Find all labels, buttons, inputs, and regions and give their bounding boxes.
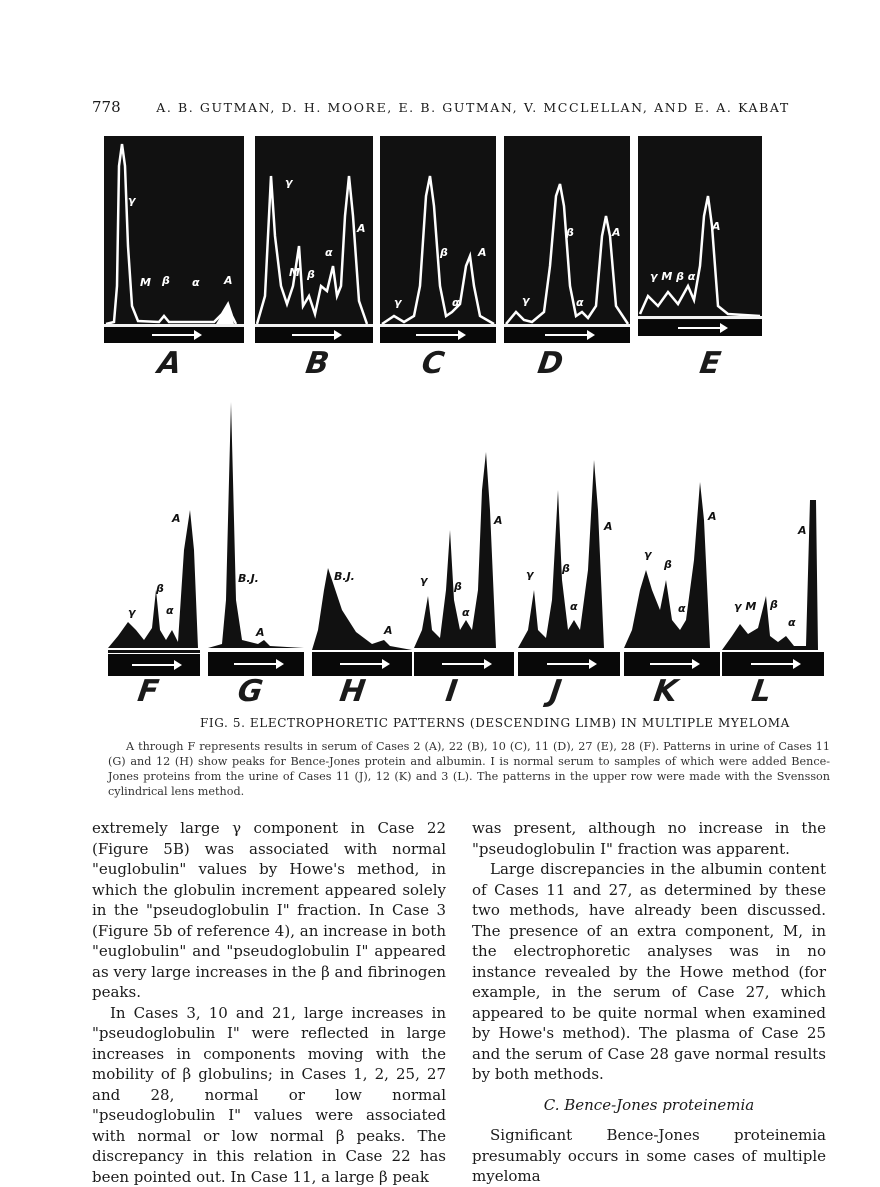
arrow-bar (638, 320, 762, 336)
direction-arrow (751, 663, 795, 665)
peak-label: α (166, 604, 174, 617)
pattern-curve (312, 560, 412, 652)
panel-a (104, 136, 244, 343)
peak-label: A (708, 510, 717, 523)
peak-label: M (140, 276, 151, 289)
peak-label: A (604, 520, 613, 533)
pattern-curve (380, 136, 496, 343)
panel-letter-l: L (750, 674, 774, 709)
peak-label: B.J. (238, 572, 259, 585)
peak-label: γ (522, 294, 530, 307)
panel-letter-e: E (698, 346, 723, 381)
direction-arrow (152, 334, 196, 336)
arrow-bar (255, 327, 373, 343)
panel-c (380, 136, 496, 343)
peak-label: γ (420, 574, 428, 587)
peak-label: γ (128, 194, 136, 207)
direction-arrow (416, 334, 460, 336)
peak-label: γ (285, 176, 293, 189)
pattern-curve (208, 400, 304, 650)
panel-letter-i: I (444, 674, 460, 709)
paragraph: Large discrepancies in the albumin content of Cases 11 and 27, as determined by these two methods, have already been discussed. The presence of an extra component, M, in the electrophoretic analyses was in no instance revealed by the Howe method (for example, in the serum of Case 27, which appeared to be quite normal when examined by Howe's method). The plasma of Case 25 and the serum of Case 28 gave normal results by both methods. (472, 859, 826, 1085)
pattern-curve (722, 496, 824, 652)
pattern-curve (104, 136, 244, 343)
peak-label: α (570, 600, 578, 613)
peak-label: β (307, 268, 315, 281)
peak-label: α (452, 296, 460, 309)
panel-letter-d: D (536, 346, 566, 381)
pattern-curve (624, 480, 720, 650)
panel-letter-c: C (420, 346, 447, 381)
running-header (92, 98, 792, 116)
arrow-bar (414, 652, 514, 676)
panel-letter-f: F (136, 674, 161, 709)
peak-label: β (162, 274, 170, 287)
peak-label: γ (644, 548, 652, 561)
panel-d (504, 136, 630, 343)
peak-label: γ M β α (650, 270, 695, 283)
baseline (638, 316, 762, 319)
peak-label: A (357, 222, 366, 235)
peak-label: A (384, 624, 393, 637)
peak-label: A (256, 626, 265, 639)
peak-label: A (172, 512, 181, 525)
panel-b (255, 136, 373, 343)
peak-label: B.J. (334, 570, 355, 583)
paragraph: extremely large γ component in Case 22 (Figure 5B) was associated with normal "euglobulin" values by Howe's method, in which the globulin increment appeared solely in the "pseudoglobulin I" fraction. In Case 3 (Figure 5b of reference 4), an increase in both "euglobulin" and "pseudoglobulin I" appeared as very large increases in the β and fibrinogen peaks. (92, 818, 446, 1003)
direction-arrow (545, 334, 589, 336)
peak-label: α (462, 606, 470, 619)
direction-arrow (547, 663, 591, 665)
direction-arrow (292, 334, 336, 336)
peak-label: β (440, 246, 448, 259)
direction-arrow (234, 663, 278, 665)
peak-label: α (576, 296, 584, 309)
peak-label: A (798, 524, 807, 537)
paragraph: Significant Bence-Jones proteinemia presumably occurs in some cases of multiple myeloma (472, 1125, 826, 1187)
pattern-curve (518, 450, 620, 650)
pattern-curve (504, 136, 630, 343)
panel-letter-g: G (236, 674, 266, 709)
peak-label: β (156, 582, 164, 595)
peak-label: A (612, 226, 621, 239)
direction-arrow (442, 663, 486, 665)
peak-label: γ (394, 296, 402, 309)
page-number: 778 (92, 98, 121, 116)
peak-label: A (478, 246, 487, 259)
panel-f (108, 490, 200, 676)
peak-label: α (192, 276, 200, 289)
arrow-bar (108, 654, 200, 676)
peak-label: γ M (734, 600, 756, 613)
arrow-bar (518, 652, 620, 676)
pattern-curve (255, 136, 373, 343)
right-column (472, 818, 826, 1187)
left-column (92, 818, 446, 1187)
arrow-bar (624, 652, 720, 676)
panel-letter-j: J (548, 674, 564, 709)
arrow-bar (312, 652, 412, 676)
pattern-curve (108, 490, 200, 650)
arrow-bar (722, 652, 824, 676)
arrow-bar (380, 327, 496, 343)
direction-arrow (132, 664, 176, 666)
peak-label: β (770, 598, 778, 611)
paragraph: In Cases 3, 10 and 21, large increases in "pseudoglobulin I" were reflected in large increases in components moving with the mobility of β globulins; in Cases 1, 2, 25, 27 and 28, normal or low normal "pseudoglobulin I" values were associated with normal or low normal β peaks. The discrepancy in this relation in Case 22 has been pointed out. In Case 11, a large β peak (92, 1003, 446, 1187)
panel-letter-k: K (652, 674, 680, 709)
paragraph: was present, although no increase in the "pseudoglobulin I" fraction was apparent. (472, 818, 826, 859)
peak-label: β (562, 562, 570, 575)
peak-label: β (566, 226, 574, 239)
author-line: A. B. GUTMAN, D. H. MOORE, E. B. GUTMAN, V. MCCLELLAN, AND E. A. KABAT (156, 100, 790, 115)
direction-arrow (678, 327, 722, 329)
peak-label: A (224, 274, 233, 287)
section-heading: C. Bence-Jones proteinemia (472, 1095, 826, 1116)
panel-letter-a: A (156, 346, 184, 381)
peak-label: α (788, 616, 796, 629)
panel-e (638, 136, 762, 336)
direction-arrow (340, 663, 384, 665)
peak-label: γ (526, 568, 534, 581)
peak-label: A (712, 220, 721, 233)
arrow-bar (504, 327, 630, 343)
arrow-bar (104, 327, 244, 343)
arrow-bar (208, 652, 304, 676)
panel-l (722, 496, 824, 676)
peak-label: α (678, 602, 686, 615)
pattern-curve (414, 450, 514, 650)
figure-caption-body: A through F represents results in serum of Cases 2 (A), 22 (B), 10 (C), 11 (D), 27 (E), 28 (F). Patterns in urine of Cases 11 (G) and 12 (H) show peaks for Bence-Jones protein and albumin. I is normal serum to samples of which were added Bence-Jones proteins from the urine of Cases 11 (J), 12 (K) and 3 (L). The patterns in the upper row were made with the Svensson cylindrical lens method. (108, 739, 830, 799)
panel-letter-b: B (304, 346, 332, 381)
panel-g (208, 400, 304, 676)
direction-arrow (650, 663, 694, 665)
panel-h (312, 560, 412, 676)
panel-j (518, 450, 620, 676)
peak-label: γ (128, 606, 136, 619)
peak-label: M (289, 266, 300, 279)
peak-label: β (664, 558, 672, 571)
panel-k (624, 480, 720, 676)
panel-letter-h: H (338, 674, 368, 709)
peak-label: β (454, 580, 462, 593)
pattern-curve (638, 136, 762, 336)
figure-caption-title: FIG. 5. ELECTROPHORETIC PATTERNS (DESCENDING LIMB) IN MULTIPLE MYELOMA (200, 716, 790, 730)
panel-i (414, 450, 514, 676)
peak-label: A (494, 514, 503, 527)
peak-label: α (325, 246, 333, 259)
